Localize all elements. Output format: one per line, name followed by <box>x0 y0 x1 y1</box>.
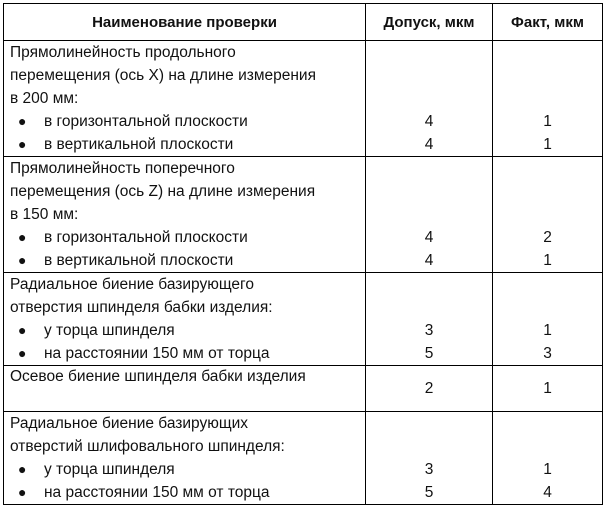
tolerance-value: 4 <box>424 229 434 246</box>
item-label: на расстоянии 150 мм от торца <box>44 484 270 501</box>
list-item <box>4 110 365 133</box>
actual-value: 3 <box>543 345 552 362</box>
table-row <box>4 366 603 412</box>
check-title-line: отверстия шпинделя бабки изделия: <box>10 299 273 316</box>
tolerance-value: 4 <box>424 113 434 130</box>
bullet-icon: ● <box>18 229 27 245</box>
check-title-line: Радиальное биение базирующего <box>10 276 254 293</box>
tolerance-cell <box>366 157 493 273</box>
bullet-icon: ● <box>18 252 27 268</box>
item-label: в вертикальной плоскости <box>44 136 234 153</box>
header-actual: Факт, мкм <box>493 4 603 41</box>
bullet-icon: ● <box>18 322 27 338</box>
item-label: у торца шпинделя <box>44 461 175 478</box>
item-label: на расстоянии 150 мм от торца <box>44 345 270 362</box>
tolerance-value: 4 <box>424 136 434 153</box>
check-title-line: Прямолинейность продольного <box>10 44 236 61</box>
check-name-cell <box>4 366 366 412</box>
list-item <box>4 342 365 365</box>
actual-value: 1 <box>543 322 552 339</box>
header-name: Наименование проверки <box>4 4 366 41</box>
actual-value: 1 <box>543 380 552 397</box>
table-row <box>4 41 603 157</box>
tolerance-cell <box>366 366 493 412</box>
actual-cell <box>493 273 603 366</box>
actual-value: 4 <box>543 484 552 501</box>
bullet-icon: ● <box>18 113 27 129</box>
check-title-line: перемещения (ось X) на длине измерения <box>10 67 316 84</box>
check-name-cell <box>4 41 366 157</box>
inspection-table <box>3 3 603 505</box>
check-name-cell <box>4 273 366 366</box>
tolerance-cell <box>366 412 493 505</box>
item-label: у торца шпинделя <box>44 322 175 339</box>
actual-value: 1 <box>543 461 552 478</box>
list-item <box>4 133 365 156</box>
tolerance-value: 2 <box>424 380 434 397</box>
header-row <box>4 4 603 41</box>
check-title-line: в 200 мм: <box>10 90 79 107</box>
check-name-cell <box>4 157 366 273</box>
actual-value: 1 <box>543 136 552 153</box>
list-item <box>4 458 365 481</box>
actual-cell <box>493 157 603 273</box>
tolerance-value: 5 <box>424 484 434 501</box>
actual-value: 2 <box>543 229 552 246</box>
table-row <box>4 273 603 366</box>
check-title-line: Радиальное биение базирующих <box>10 415 249 432</box>
bullet-icon: ● <box>18 461 27 477</box>
item-label: в горизонтальной плоскости <box>44 113 248 130</box>
check-title-line: отверстий шлифовального шпинделя: <box>10 438 285 455</box>
table-row <box>4 412 603 505</box>
actual-cell <box>493 41 603 157</box>
list-item <box>4 226 365 249</box>
check-title-line: Прямолинейность поперечного <box>10 160 235 177</box>
item-label: в горизонтальной плоскости <box>44 229 248 246</box>
check-name-cell <box>4 412 366 505</box>
tolerance-value: 3 <box>424 461 434 478</box>
bullet-icon: ● <box>18 136 27 152</box>
check-title-line: перемещения (ось Z) на длине измерения <box>10 183 316 200</box>
actual-value: 1 <box>543 252 552 269</box>
list-item <box>4 249 365 272</box>
header-tolerance: Допуск, мкм <box>366 4 493 41</box>
check-title-line: Осевое биение шпинделя бабки изделия <box>10 368 306 385</box>
bullet-icon: ● <box>18 345 27 361</box>
tolerance-value: 3 <box>424 322 434 339</box>
check-title-line: в 150 мм: <box>10 206 79 223</box>
actual-value: 1 <box>543 113 552 130</box>
list-item <box>4 319 365 342</box>
actual-cell <box>493 366 603 412</box>
tolerance-value: 4 <box>424 252 434 269</box>
item-label: в вертикальной плоскости <box>44 252 234 269</box>
actual-cell <box>493 412 603 505</box>
bullet-icon: ● <box>18 484 27 500</box>
tolerance-cell <box>366 41 493 157</box>
tolerance-cell <box>366 273 493 366</box>
table-row <box>4 157 603 273</box>
tolerance-value: 5 <box>424 345 434 362</box>
